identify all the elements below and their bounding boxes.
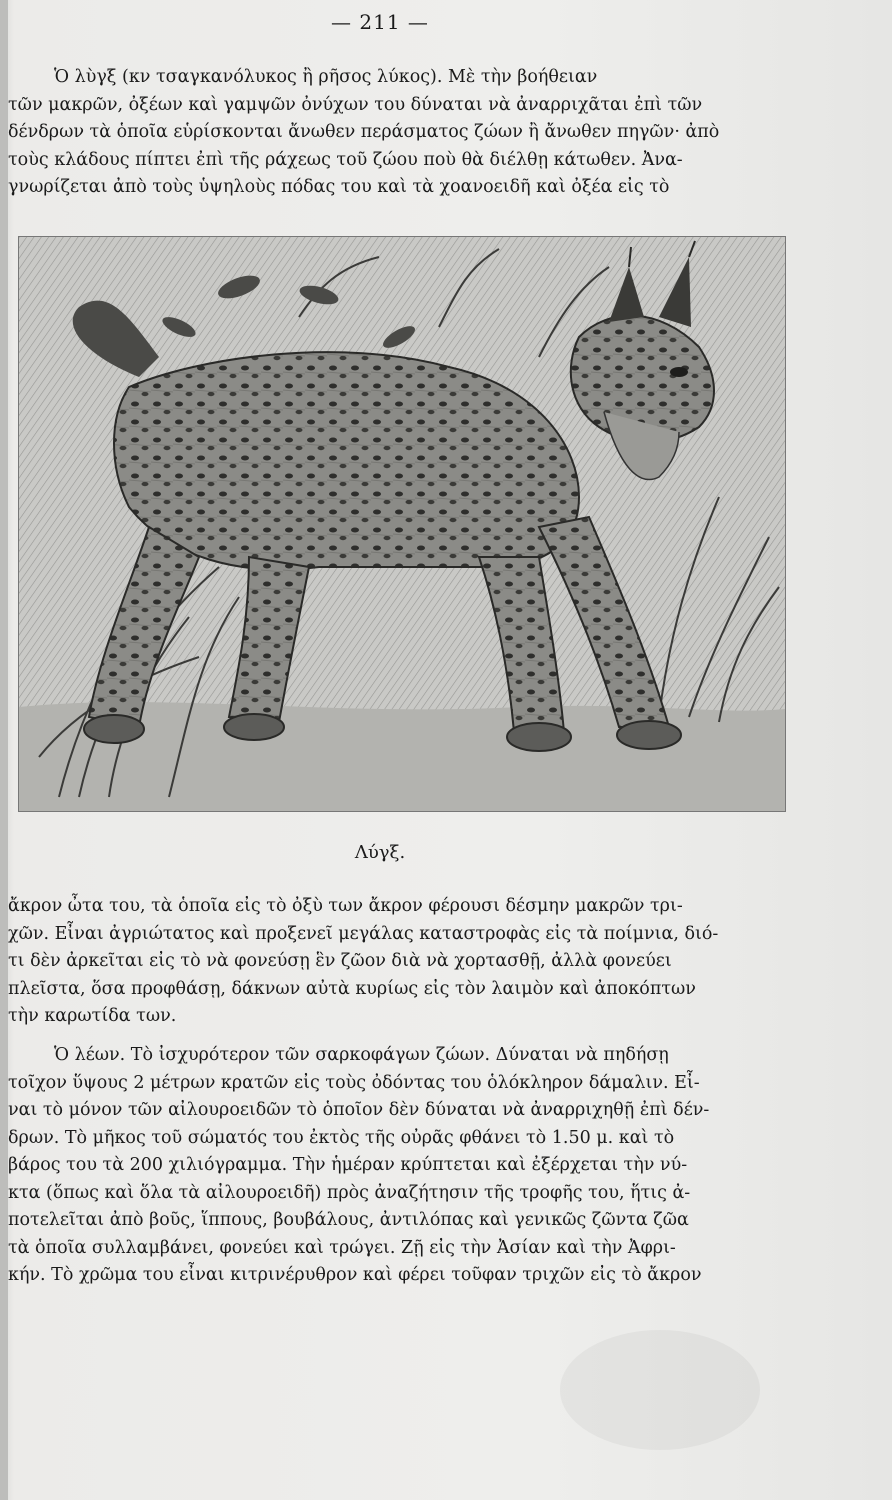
paragraph-lynx-intro: [8, 64, 798, 202]
text-line: τὴν καρωτίδα των.: [8, 1006, 177, 1026]
text-line: Ὁ λὺγξ (κν τσαγκανόλυκος ἢ ρῆσος λύκος). Μὲ τὴν βοήθειαν: [54, 67, 598, 87]
figure-caption: Λύγξ.: [354, 842, 406, 863]
text-line: ποτελεῖται ἀπὸ βοῦς, ἵππους, βουβάλους, ἀντιλόπας καὶ γενικῶς ζῶντα ζῶα: [8, 1210, 689, 1230]
page-number: — 211 —: [331, 10, 429, 34]
text-line: τι δὲν ἀρκεῖται εἰς τὸ νὰ φονεύσῃ ἓν ζῶον διὰ νὰ χορτασθῇ, ἀλλὰ φονεύει: [8, 951, 672, 971]
text-line: πλεῖστα, ὅσα προφθάσῃ, δάκνων αὐτὰ κυρίως εἰς τὸν λαιμὸν καὶ ἀποκόπτων: [8, 978, 696, 999]
paragraph-lion: [8, 1042, 816, 1290]
text-line: γνωρίζεται ἀπὸ τοὺς ὑψηλοὺς πόδας του καὶ τὰ χοανοειδῆ καὶ ὀξέα εἰς τὸ: [8, 177, 670, 197]
text-line: κτα (ὅπως καὶ ὅλα τὰ αἰλουροειδῆ) πρὸς ἀναζήτησιν τῆς τροφῆς του, ἥτις ἀ-: [8, 1182, 691, 1203]
text-line: χῶν. Εἶναι ἀγριώτατος καὶ προξενεῖ μεγάλας καταστροφὰς εἰς τὰ ποίμνια, διό-: [8, 923, 719, 944]
text-line: ναι τὸ μόνον τῶν αἰλουροειδῶν τὸ ὁποῖον δὲν δύναται νὰ ἀναρριχηθῇ ἐπὶ δέν-: [8, 1100, 710, 1120]
text-line: τοὺς κλάδους πίπτει ἐπὶ τῆς ράχεως τοῦ ζώου ποὺ θὰ διέλθῃ κάτωθεν. Ἀνα-: [8, 149, 683, 170]
text-line: Ὁ λέων. Τὸ ἰσχυρότερον τῶν σαρκοφάγων ζώων. Δύναται νὰ πηδήσῃ: [54, 1045, 669, 1065]
text-line: τὰ ὁποῖα συλλαμβάνει, φονεύει καὶ τρώγει. Ζῇ εἰς τὴν Ἀσίαν καὶ τὴν Ἀφρι-: [8, 1237, 676, 1258]
text-line: δρων. Τὸ μῆκος τοῦ σώματός του ἐκτὸς τῆς οὐρᾶς φθάνει τὸ 1.50 μ. καὶ τὸ: [8, 1127, 675, 1148]
lynx-illustration: [18, 236, 786, 812]
page-spine-shadow: [0, 0, 8, 1500]
paper-stain: [560, 1330, 760, 1450]
text-line: τῶν μακρῶν, ὀξέων καὶ γαμψῶν ὀνύχων του δύναται νὰ ἀναρριχᾶται ἐπὶ τῶν: [8, 94, 703, 115]
text-line: κήν. Τὸ χρῶμα του εἶναι κιτρινέρυθρον καὶ φέρει τοῦφαν τριχῶν εἰς τὸ ἄκρον: [8, 1265, 702, 1285]
text-line: βάρος του τὰ 200 χιλιόγραμμα. Τὴν ἡμέραν κρύπτεται καὶ ἐξέρχεται τὴν νύ-: [8, 1155, 688, 1175]
text-line: τοῖχον ὕψους 2 μέτρων κρατῶν εἰς τοὺς ὀδόντας του ὁλόκληρον δάμαλιν. Εἶ-: [8, 1072, 700, 1093]
paragraph-lynx-continued: [8, 893, 808, 1031]
text-line: ἄκρον ὦτα του, τὰ ὁποῖα εἰς τὸ ὀξὺ των ἄκρον φέρουσι δέσμην μακρῶν τρι-: [8, 896, 683, 916]
text-line: δένδρων τὰ ὁποῖα εὑρίσκονται ἄνωθεν περάσματος ζώων ἢ ἄνωθεν πηγῶν· ἀπὸ: [8, 122, 720, 142]
